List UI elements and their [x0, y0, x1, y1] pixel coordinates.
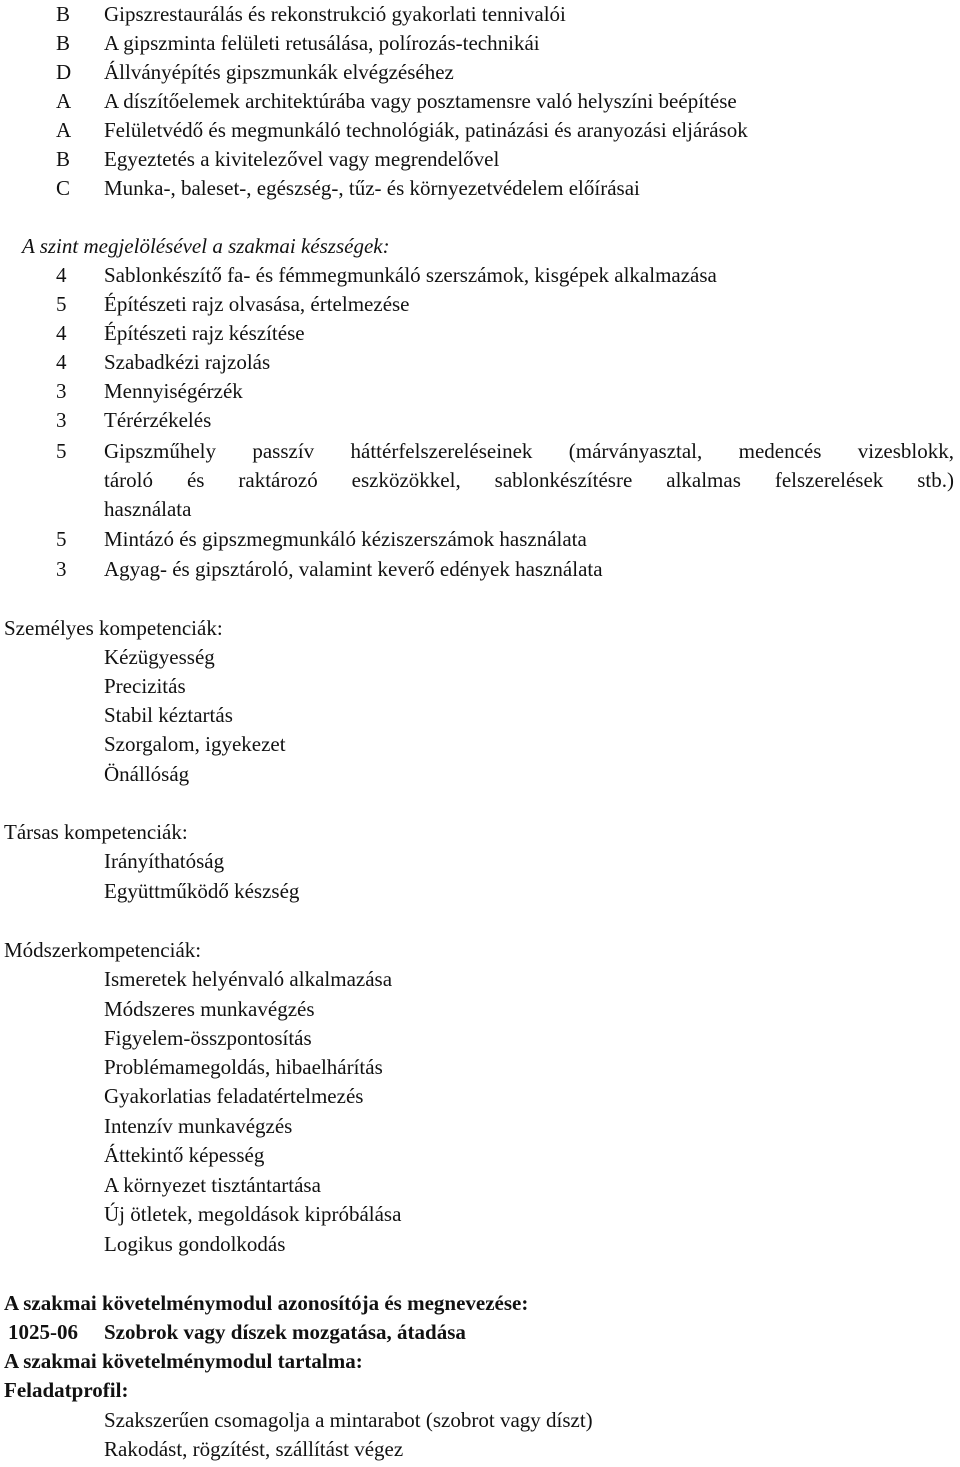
skill-text: Szabadkézi rajzolás [104, 350, 271, 374]
module-content-heading: A szakmai követelménymodul tartalma: [4, 1349, 363, 1373]
knowledge-text: Állványépítés gipszmunkák elvégzéséhez [104, 60, 454, 84]
skill-level: 5 [56, 527, 67, 551]
skill-text: Sablonkészítő fa- és fémmegmunkáló szerszámok, kisgépek alkalmazása [104, 263, 717, 287]
method-item: Új ötletek, megoldások kipróbálása [104, 1202, 402, 1226]
knowledge-text: A díszítőelemek architektúrába vagy posztamensre való helyszíni beépítése [104, 89, 737, 113]
skill-item-long [0, 437, 960, 466]
module-title [8, 1318, 466, 1347]
skill-text: Építészeti rajz készítése [104, 321, 305, 345]
knowledge-code: B [56, 31, 71, 55]
method-heading: Módszerkompetenciák: [4, 938, 202, 962]
task-item: Szakszerűen csomagolja a mintarabot (szobrot vagy díszt) [104, 1408, 593, 1432]
skill-level: 4 [56, 350, 67, 374]
personal-item: Precizitás [104, 674, 186, 698]
skill-text: Mennyiségérzék [104, 379, 243, 403]
knowledge-text: Felületvédő és megmunkáló technológiák, patinázási és aranyozási eljárások [104, 118, 748, 142]
method-item: Problémamegoldás, hibaelhárítás [104, 1055, 383, 1079]
social-item: Irányíthatóság [104, 849, 225, 873]
personal-item: Szorgalom, igyekezet [104, 732, 286, 756]
skill-level: 4 [56, 263, 67, 287]
method-item: Módszeres munkavégzés [104, 997, 315, 1021]
skill-text: Agyag- és gipsztároló, valamint keverő edények használata [104, 557, 603, 581]
knowledge-code: D [56, 60, 72, 84]
skill-level: 3 [56, 408, 67, 432]
profile-heading: Feladatprofil: [4, 1378, 129, 1402]
personal-heading: Személyes kompetenciák: [4, 616, 223, 640]
method-item: Figyelem-összpontosítás [104, 1026, 312, 1050]
skill-text-line: tároló és raktározó eszközökkel, sablonkészítésre alkalmas felszerelések stb.) [104, 468, 954, 492]
skill-text: Mintázó és gipszmegmunkáló kéziszerszámok használata [104, 527, 587, 551]
knowledge-text: Munka-, baleset-, egészség-, tűz- és környezetvédelem előírásai [104, 176, 640, 200]
knowledge-code: B [56, 147, 71, 171]
skill-text: Térérzékelés [104, 408, 212, 432]
skill-level: 3 [56, 557, 67, 581]
module-id-heading: A szakmai követelménymodul azonosítója és megnevezése: [4, 1291, 529, 1315]
knowledge-text: A gipszminta felületi retusálása, polírozás-technikái [104, 31, 540, 55]
method-item: Ismeretek helyénvaló alkalmazása [104, 967, 393, 991]
skills-heading: A szint megjelölésével a szakmai készségek: [22, 234, 390, 258]
skill-item-long-cont [0, 466, 960, 495]
knowledge-text: Gipszrestaurálás és rekonstrukció gyakorlati tennivalói [104, 2, 566, 26]
skill-text: Építészeti rajz olvasása, értelmezése [104, 292, 410, 316]
method-item: Áttekintő képesség [104, 1143, 265, 1167]
social-item: Együttműködő készség [104, 879, 300, 903]
personal-item: Önállóság [104, 762, 190, 786]
skill-level: 5 [56, 292, 67, 316]
knowledge-code: C [56, 176, 71, 200]
knowledge-code: A [56, 118, 72, 142]
module-code: 1025-06 [8, 1320, 78, 1344]
method-item: Logikus gondolkodás [104, 1232, 286, 1256]
skill-level: 3 [56, 379, 67, 403]
knowledge-code: B [56, 2, 71, 26]
personal-item: Stabil kéztartás [104, 703, 233, 727]
skill-level: 5 [56, 439, 67, 463]
personal-item: Kézügyesség [104, 645, 215, 669]
skill-text-line: használata [104, 497, 192, 521]
method-item: Gyakorlatias feladatértelmezés [104, 1084, 364, 1108]
knowledge-text: Egyeztetés a kivitelezővel vagy megrendelővel [104, 147, 500, 171]
method-item: Intenzív munkavégzés [104, 1114, 293, 1138]
method-item: A környezet tisztántartása [104, 1173, 321, 1197]
social-heading: Társas kompetenciák: [4, 820, 188, 844]
skill-text-line: Gipszműhely passzív háttérfelszereléseinek (márványasztal, medencés vizesblokk, [104, 439, 954, 463]
skill-level: 4 [56, 321, 67, 345]
knowledge-code: A [56, 89, 72, 113]
task-item: Rakodást, rögzítést, szállítást végez [104, 1437, 404, 1461]
module-name: Szobrok vagy díszek mozgatása, átadása [104, 1320, 466, 1344]
